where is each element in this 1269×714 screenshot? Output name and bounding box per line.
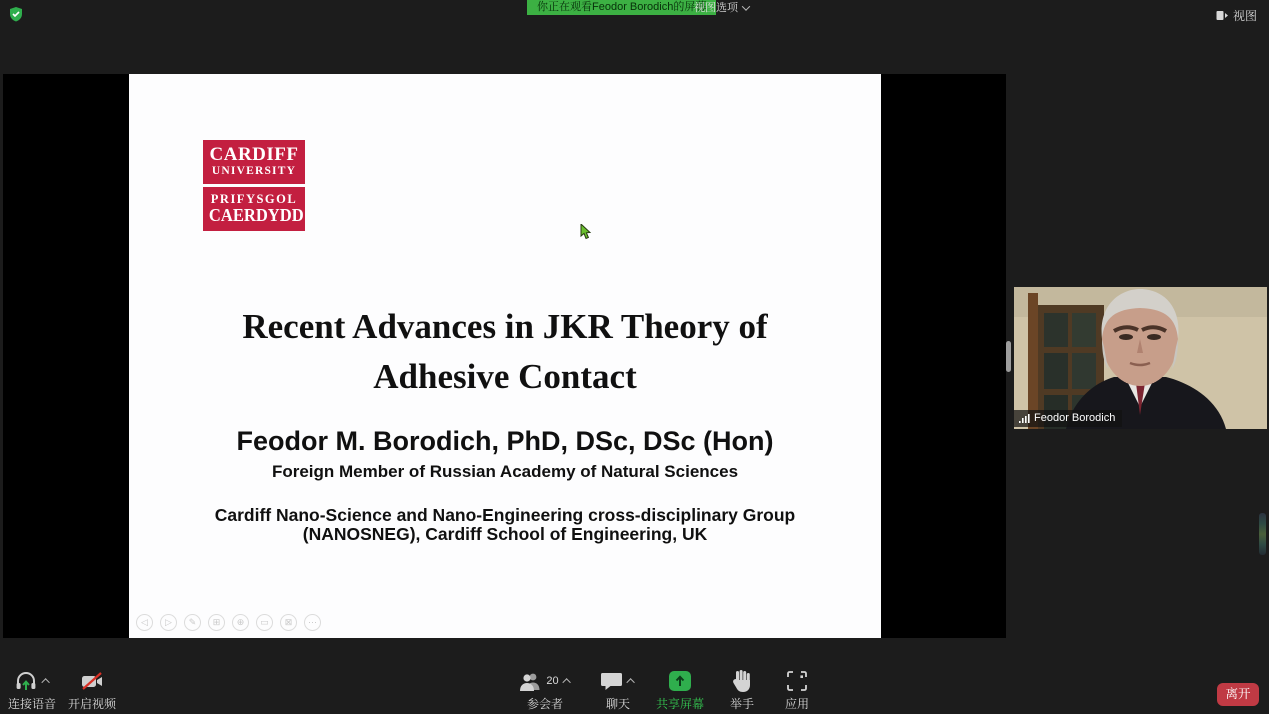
slide-title	[129, 302, 881, 402]
view-button-label: 视图	[1232, 9, 1257, 23]
raise-hand-label: 举手	[729, 697, 754, 711]
meeting-toolbar	[0, 664, 1269, 714]
next-slide-icon[interactable]: ▷	[160, 614, 177, 631]
logo-caerdydd-text: CAERDYDD	[208, 205, 304, 225]
share-screen-button[interactable]	[648, 668, 712, 712]
chat-button[interactable]	[586, 668, 650, 712]
screen-watch-banner: 你正在观看Feodor Borodich的屏幕	[527, 0, 716, 15]
logo-university-text: UNIVERSITY	[211, 165, 297, 177]
participant-name-tag	[1014, 410, 1122, 427]
shared-screen-area	[3, 74, 1006, 638]
leave-meeting-button[interactable]: 离开	[1217, 683, 1259, 706]
camera-icon[interactable]: ⊠	[280, 614, 297, 631]
prev-slide-icon[interactable]: ◁	[136, 614, 153, 631]
slide-author: Feodor M. Borodich, PhD, DSc, DSc (Hon)	[236, 426, 774, 456]
logo-block-english	[203, 140, 305, 184]
all-slides-icon[interactable]: ⊞	[208, 614, 225, 631]
join-audio-button[interactable]	[0, 668, 64, 712]
chat-chevron-icon[interactable]	[626, 678, 634, 686]
logo-prifysgol-text: PRIFYSGOL	[210, 192, 298, 206]
participant-video-feed	[1014, 287, 1267, 429]
top-bar	[0, 0, 1269, 26]
encryption-shield-icon[interactable]	[8, 6, 24, 22]
captions-icon[interactable]: ▭	[256, 614, 273, 631]
slide-affiliation-line1: Cardiff Nano-Science and Nano-Engineering cross-disciplinary Group	[214, 505, 796, 525]
raise-hand-icon	[732, 670, 752, 692]
minimized-scroll-strip[interactable]	[1259, 513, 1266, 555]
participants-button[interactable]	[513, 668, 577, 712]
pen-icon[interactable]: ✎	[184, 614, 201, 631]
slide-affiliation	[129, 506, 881, 544]
video-camera-off-icon	[80, 671, 104, 691]
mouse-cursor-icon	[580, 224, 592, 240]
participants-count: 20	[546, 675, 559, 687]
chat-label: 聊天	[605, 697, 630, 711]
audio-level-icon	[1019, 414, 1030, 423]
view-layout-icon	[1216, 10, 1229, 21]
participants-chevron-icon[interactable]	[562, 678, 570, 686]
apps-icon	[787, 671, 807, 691]
start-video-button[interactable]	[60, 668, 124, 712]
zoom-icon[interactable]: ⊕	[232, 614, 249, 631]
slideshow-controls	[136, 614, 321, 631]
cardiff-university-logo	[203, 140, 305, 231]
share-screen-icon	[668, 670, 692, 692]
share-screen-label: 共享屏幕	[655, 697, 704, 711]
participant-video-tile[interactable]	[1014, 287, 1267, 429]
join-audio-label: 连接语音	[7, 697, 56, 711]
start-video-label: 开启视频	[67, 697, 116, 711]
logo-cardiff-text: CARDIFF	[209, 144, 299, 165]
chevron-down-icon	[742, 2, 750, 10]
participant-name: Feodor Borodich	[1034, 412, 1116, 424]
view-options-dropdown[interactable]	[694, 1, 749, 15]
audio-options-chevron-icon[interactable]	[41, 678, 49, 686]
presentation-slide	[129, 74, 881, 638]
panel-drag-handle[interactable]	[1006, 341, 1011, 372]
slide-affiliation-line2: (NANOSNEG), Cardiff School of Engineering, UK	[302, 524, 708, 544]
view-button[interactable]	[1216, 7, 1257, 24]
logo-block-welsh	[203, 187, 305, 231]
headset-icon	[14, 670, 38, 692]
participants-icon	[519, 671, 543, 691]
slide-membership: Foreign Member of Russian Academy of Natural Sciences	[271, 462, 739, 481]
apps-button[interactable]	[765, 668, 829, 712]
participants-label: 参会者	[526, 697, 563, 711]
chat-bubble-icon	[601, 671, 623, 691]
view-options-label: 视图选项	[694, 2, 738, 14]
slide-title-line1: Recent Advances in JKR Theory of	[242, 307, 768, 346]
apps-label: 应用	[784, 697, 809, 711]
more-icon[interactable]: ⋯	[304, 614, 321, 631]
slide-title-line2: Adhesive Contact	[373, 357, 637, 396]
